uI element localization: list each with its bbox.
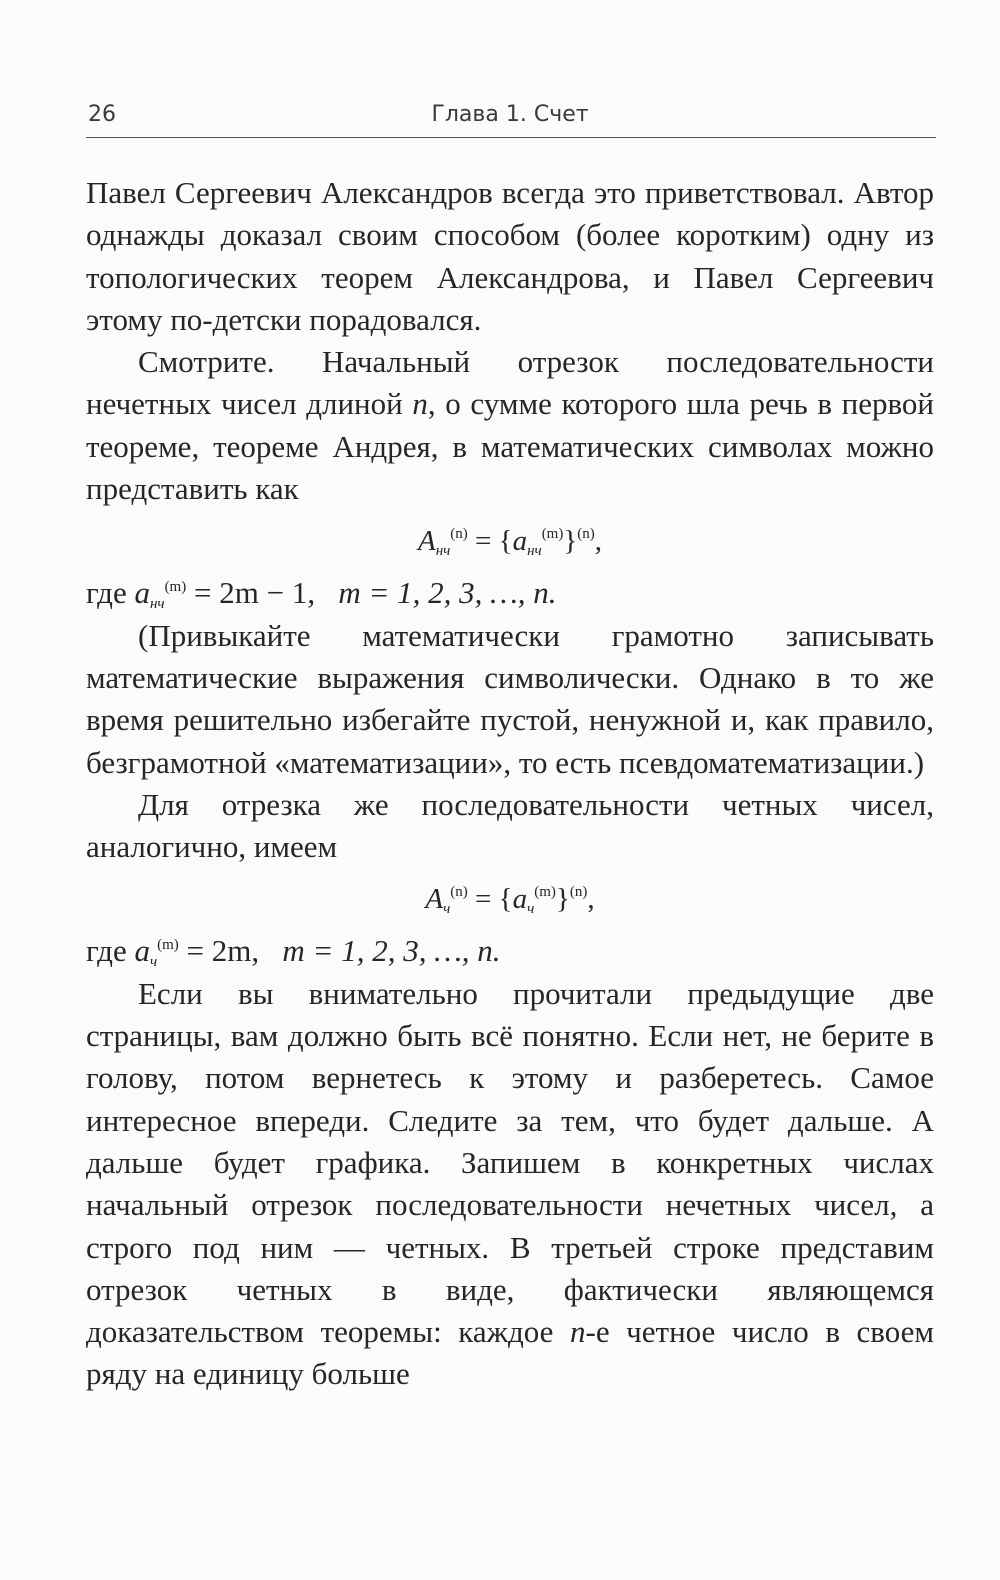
page-header [86, 100, 934, 140]
variable-n: n [412, 386, 428, 422]
where-2-var: a [134, 933, 150, 969]
formula-2-rhs-sub: ч [527, 901, 535, 918]
where-1-var-sup: (m) [164, 579, 187, 596]
where-2-var-sup: (m) [157, 937, 179, 954]
body-text [86, 172, 934, 1396]
paragraph-5 [86, 973, 934, 1396]
paragraph-2-text-a: Смотрите. Начальный отрезок последовательности нечетных чисел длиной [86, 344, 934, 422]
paragraph-2 [86, 341, 934, 510]
where-2-var-sub: ч [149, 954, 158, 971]
where-1-word: где [86, 575, 135, 611]
where-1-range: m = 1, 2, 3, …, n. [338, 575, 557, 611]
where-2-word: где [86, 933, 135, 969]
formula-1-lhs: A [417, 525, 436, 558]
formula-2-close: } [555, 883, 570, 916]
formula-1-trail: , [594, 525, 603, 558]
formula-1-lhs-sub: нч [435, 543, 451, 560]
formula-2-eq: = { [467, 883, 513, 916]
header-rule [86, 137, 936, 138]
formula-1-rhs-sup: (m) [541, 526, 564, 543]
paragraph-5-text-b: -е четное число в своем ряду на единицу больше [86, 1314, 934, 1392]
where-1-var: a [134, 575, 150, 611]
formula-odd-sequence [86, 510, 934, 572]
where-1-var-sub: нч [149, 596, 165, 613]
paragraph-2-text-b: , о сумме которого шла речь в первой теореме, теореме Андрея, в математических символах можно представить как [86, 386, 934, 507]
formula-2-lhs: A [425, 883, 444, 916]
running-title: Глава 1. Счет [431, 102, 589, 127]
where-line-odd [86, 572, 934, 614]
paragraph-3: (Привыкайте математически грамотно записывать математические выражения символически. Однако в то же время решительно избегайте пустой, ненужной и, как правило, безграмотной «математизации», то есть псевдоматематизации.) [86, 617, 934, 780]
formula-even-sequence [86, 868, 934, 930]
formula-2-rhs: a [512, 883, 528, 916]
where-line-even [86, 930, 934, 972]
formula-2-rhs-sup: (m) [534, 884, 556, 901]
paragraph-1: Павел Сергеевич Александров всегда это приветствовал. Автор однажды доказал своим способом (более коротким) одну из топологических теорем Александрова, и Павел Сергеевич этому по-детски порадовался. [86, 175, 934, 337]
formula-1-close: } [563, 525, 578, 558]
formula-2-lhs-sup: (n) [450, 884, 468, 901]
paragraph-4: Для отрезка же последовательности четных чисел, аналогично, имеем [86, 786, 934, 865]
where-2-range: m = 1, 2, 3, …, n. [282, 933, 501, 969]
formula-1-outer-sup: (n) [577, 526, 595, 543]
where-1-rhs: = 2m − 1, [186, 575, 316, 611]
page-number: 26 [88, 102, 116, 127]
where-2-rhs: = 2m, [178, 933, 260, 969]
formula-2-trail: , [587, 883, 595, 916]
formula-1-lhs-sup: (n) [450, 526, 468, 543]
formula-2-outer-sup: (n) [569, 884, 588, 901]
formula-1-rhs: a [512, 525, 528, 558]
variable-n-2: n [570, 1314, 586, 1350]
formula-1-eq: = { [467, 525, 513, 558]
formula-2-lhs-sub: ч [443, 901, 451, 918]
formula-1-rhs-sub: нч [527, 543, 542, 560]
paragraph-5-text-a: Если вы внимательно прочитали предыдущие две страницы, вам должно быть всё понятно. Если нет, не берите в голову, потом вернетесь к этому и разберетесь. Самое интересное впереди. Следите за тем, что будет дальше. А дальше будет графика. Запишем в конкретных числах начальный отрезок последовательности нечетных чисел, а строго под ним — четных. В третьей строке представим отрезок четных в виде, фактически являющемся доказательством теоремы: каждое [86, 975, 934, 1350]
